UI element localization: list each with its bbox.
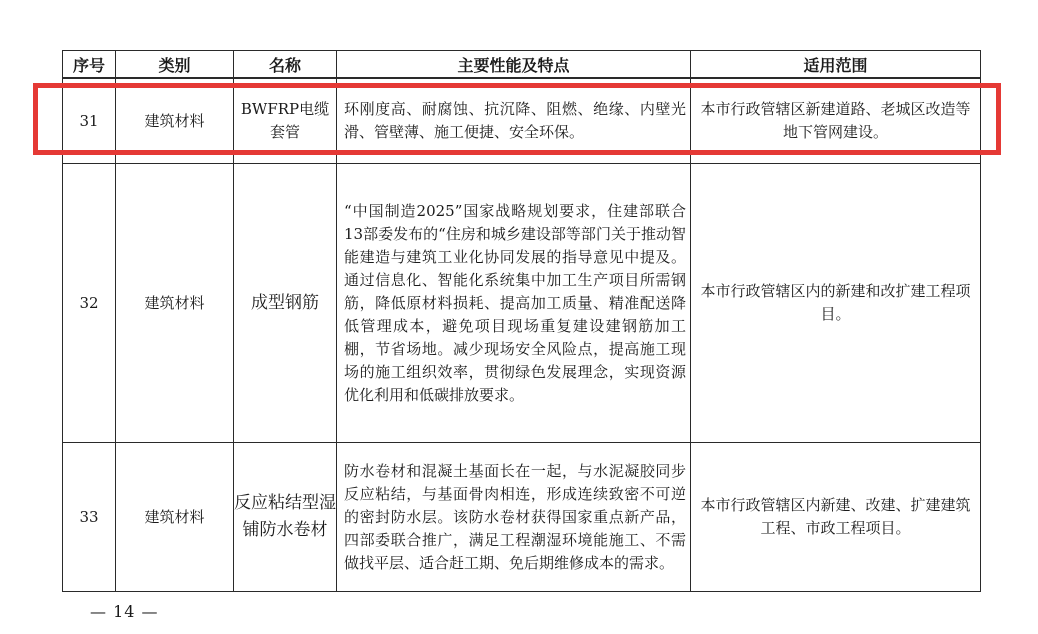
table-row [63, 443, 981, 592]
row-number: 32 [63, 164, 116, 443]
row-scope: 本市行政管辖区新建道路、老城区改造等地下管网建设。 [691, 78, 981, 164]
row-number: 33 [63, 443, 116, 592]
header-scope: 适用范围 [691, 51, 981, 79]
row-features: 防水卷材和混凝土基面长在一起，与水泥凝胶同步反应粘结，与基面骨肉相连，形成连续致密不可逆的密封防水层。该防水卷材获得国家重点新产品，四部委联合推广，满足工程潮湿环境能施工、不需做找平层、适合赶工期、免后期维修成本的需求。 [337, 443, 691, 592]
materials-table [62, 50, 981, 592]
table-row [63, 164, 981, 443]
page-number: — 14 — [90, 602, 159, 621]
row-name: 反应粘结型湿铺防水卷材 [234, 443, 337, 592]
row-category: 建筑材料 [116, 443, 234, 592]
row-features: “中国制造2025”国家战略规划要求，住建部联合13部委发布的“住房和城乡建设部等部门关于推动智能建造与建筑工业化协同发展的指导意见中提及。通过信息化、智能化系统集中加工生产项目所需钢筋，降低原材料损耗、提高加工质量、精准配送降低管理成本，避免项目现场重复建设建钢筋加工棚，节省场地。减少现场安全风险点，提高施工现场的施工组织效率，贯彻绿色发展理念，实现资源优化利用和低碳排放要求。 [337, 164, 691, 443]
row-name: 成型钢筋 [234, 164, 337, 443]
row-category: 建筑材料 [116, 164, 234, 443]
header-category: 类别 [116, 51, 234, 79]
header-number: 序号 [63, 51, 116, 79]
row-scope: 本市行政管辖区内的新建和改扩建工程项目。 [691, 164, 981, 443]
row-name: BWFRP电缆套管 [234, 78, 337, 164]
header-name: 名称 [234, 51, 337, 79]
row-number: 31 [63, 78, 116, 164]
row-scope: 本市行政管辖区内新建、改建、扩建建筑工程、市政工程项目。 [691, 443, 981, 592]
row-features: 环刚度高、耐腐蚀、抗沉降、阻燃、绝缘、内壁光滑、管壁薄、施工便捷、安全环保。 [337, 78, 691, 164]
row-category: 建筑材料 [116, 78, 234, 164]
table-header-row [63, 51, 981, 79]
header-features: 主要性能及特点 [337, 51, 691, 79]
table-row [63, 78, 981, 164]
